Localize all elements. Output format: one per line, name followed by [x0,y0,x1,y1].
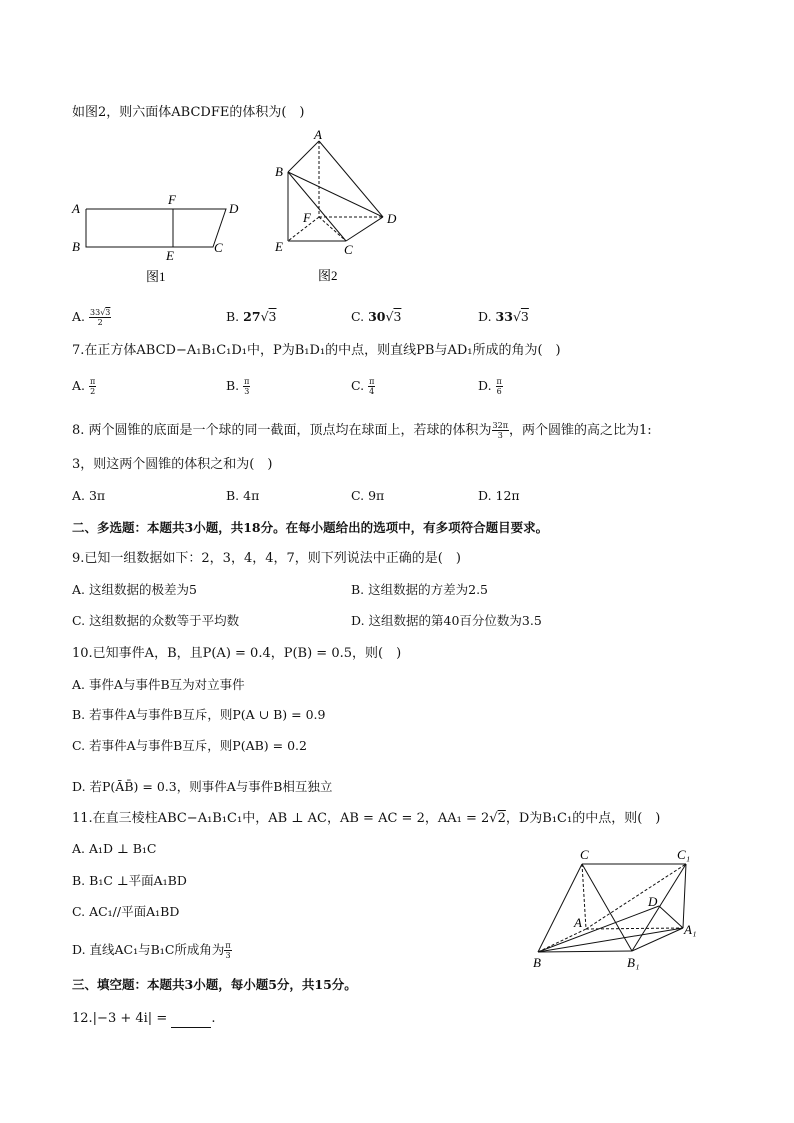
fig1-label-E: E [166,248,174,263]
q10-stem: 10.已知事件A，B，且P(A) = 0.4，P(B) = 0.5，则( ) [72,646,402,661]
fig2-label-A: A [314,130,322,142]
q10-option-a: A. 事件A与事件B互为对立事件 [72,677,245,692]
q8-option-c: C. 9π [351,488,385,503]
fig2-label-C: C [344,242,353,257]
q10-option-d: D. 若P(ĀB̄) = 0.3，则事件A与事件B相互独立 [72,779,333,794]
prism-label-D: D [648,894,658,909]
q11-option-d: D. 直线AC₁与B₁C所成角为 $\frac{\pi}{3}$ [72,941,231,960]
q8-option-a: A. 3π [72,488,106,503]
q6-stem: 如图2，则六面体ABCDFE的体积为( ) [72,105,305,120]
q8-volume-fraction: $\frac{32\pi}{3}$ [492,421,508,440]
q8-option-b: B. 4π [226,488,260,503]
figure-1 [66,188,256,288]
q9-option-b: B. 这组数据的方差为2.5 [351,582,489,597]
prism-label-B1: B₁ [627,955,640,970]
q9-stem: 9.已知一组数据如下：2，3，4，4，7，则下列说法中正确的是( ) [72,551,461,566]
q12-stem: 12.|−3 + 4i| = . [72,1011,216,1026]
q6-option-b: B. 27√3 [226,309,277,324]
q11-stem: 11.在直三棱柱ABC−A₁B₁C₁中，AB ⊥ AC，AB = AC = 2，AA₁ = 2√2，D为B₁C₁的中点，则( ) [72,811,661,826]
section-3-heading: 三、填空题：本题共3小题，每小题5分，共15分。 [72,977,357,992]
section-2-heading: 二、多选题：本题共3小题，共18分。在每小题给出的选项中，有多项符合题目要求。 [72,520,549,535]
fig2-label-F: F [303,210,311,225]
q12-answer-blank[interactable] [171,1015,211,1028]
q10-option-c: C. 若事件A与事件B互斥，则P(AB) = 0.2 [72,738,307,753]
q7-option-d: D. $\frac{\pi}{6}$ [478,377,502,396]
q10-option-b: B. 若事件A与事件B互斥，则P(A ∪ B) = 0.9 [72,707,326,722]
q9-option-c: C. 这组数据的众数等于平均数 [72,613,240,628]
q8-stem-line2: 3，则这两个圆锥的体积之和为( ) [72,457,273,472]
fig1-label-B: B [72,239,80,254]
q6-option-a-fraction: $\frac{33√3}{2}$ [90,308,111,327]
q6-option-c: C. 30√3 [351,309,402,324]
q6-option-a: A. $\frac{33√3}{2}$ [72,308,111,327]
q11-option-c: C. AC₁//平面A₁BD [72,904,180,919]
fig2-caption: 图2 [318,268,338,283]
q11-option-b: B. B₁C ⊥平面A₁BD [72,873,187,888]
q7-stem: 7.在正方体ABCD−A₁B₁C₁D₁中，P为B₁D₁的中点，则直线PB与AD₁所成的角为( ) [72,343,561,358]
q8-option-d: D. 12π [478,488,520,503]
q7-option-c: C. $\frac{\pi}{4}$ [351,377,375,396]
q11-option-a: A. A₁D ⊥ B₁C [72,841,157,856]
q8-stem-line1: 8. 两个圆锥的底面是一个球的同一截面，顶点均在球面上，若球的体积为 $\frac{32\pi}{3}$ ，两个圆锥的高之比为1: [72,421,652,440]
fig1-caption: 图1 [146,269,166,284]
fig2-label-D: D [387,211,397,226]
prism-label-A1: A₁ [684,922,697,937]
fig1-label-D: D [229,201,239,216]
figure-2 [270,130,410,290]
q9-option-d: D. 这组数据的第40百分位数为3.5 [351,613,542,628]
figure-prism [524,840,714,980]
q7-option-a: A. $\frac{\pi}{2}$ [72,377,96,396]
prism-label-A: A [574,915,582,930]
fig1-label-C: C [214,240,223,255]
q6-option-d: D. 33√3 [478,309,529,324]
prism-label-C: C [580,847,589,862]
prism-label-C1: C₁ [677,847,691,862]
prism-label-B: B [533,955,541,970]
fig2-label-E: E [275,239,283,254]
fig1-label-F: F [168,192,176,207]
q7-option-b: B. $\frac{\pi}{3}$ [226,377,250,396]
fig1-label-A: A [72,201,80,216]
fig2-label-B: B [275,164,283,179]
q9-option-a: A. 这组数据的极差为5 [72,582,197,597]
